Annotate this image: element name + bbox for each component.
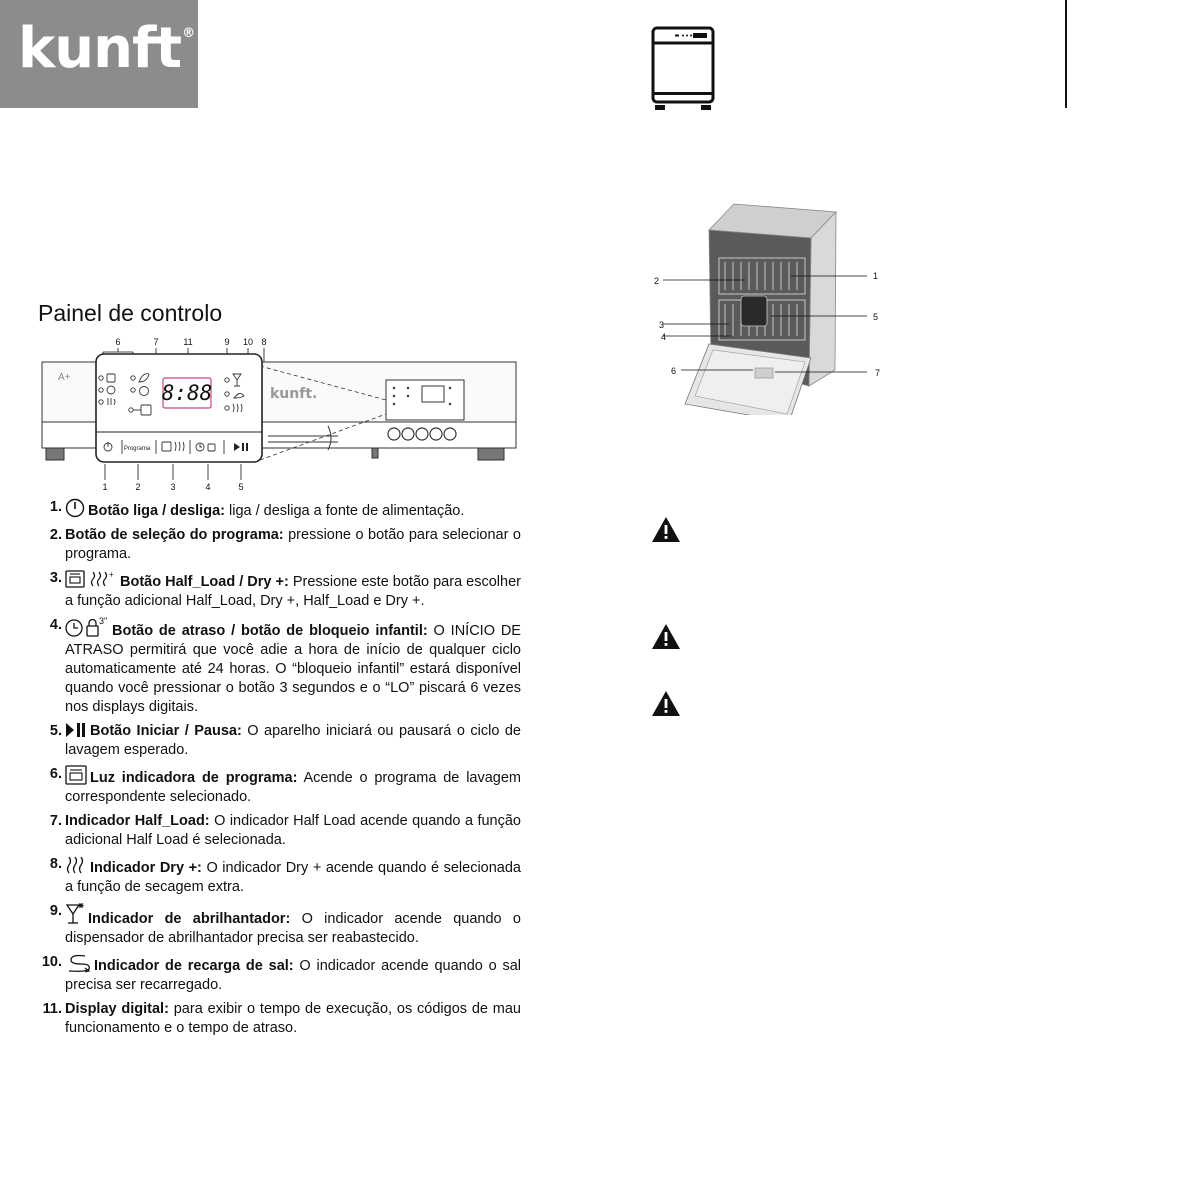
warning-icon [651,690,681,717]
callout-1: 1 [102,482,108,492]
dry-icon [65,855,87,875]
half-load-dry-icon [65,569,117,589]
section-title: Painel de controlo [38,300,223,326]
callout-3: 3 [170,482,176,492]
callout-4: 4 [205,482,211,492]
list-item-5: 5. Botão Iniciar / Pausa: O aparelho iniciará ou pausará o ciclo de lavagem esperado. [49,723,521,758]
list-item-7: 7. Indicador Half_Load: O indicador Half Load acende quando a função adicional Half Load é selecionada. [49,813,521,848]
callout-6: 6 [115,337,121,347]
figure-callout-7: 7 [875,368,881,378]
list-item-8: 8. Indicador Dry +: O indicador Dry + acende quando é selecionada a função de secagem extra. [49,856,521,895]
list-item-11: 11. Display digital: para exibir o tempo de execução, os códigos de mau funcionamento e o tempo de atraso. [42,1001,521,1036]
figure-callout-5: 5 [873,312,879,322]
energy-label-text: A+ [58,372,71,383]
control-panel-diagram [38,336,528,496]
callout-5: 5 [238,482,244,492]
figure-callout-6: 6 [671,366,677,376]
warning-icon [651,516,681,543]
power-icon [65,498,85,518]
brand-logo: kunft® [18,16,195,81]
callout-2: 2 [135,482,141,492]
list-item-6: 6. Luz indicadora de programa: Acende o programa de lavagem correspondente selecionado. [49,766,522,805]
list-item-3: 3. + Botão Half_Load / Dry +: Pressione este botão para escolher a função adicional Half_Load, Dry +, Half_Load e Dry +. [49,570,521,609]
panel-brand-text: kunft. [270,386,318,402]
figure-callout-1: 1 [873,271,879,281]
salt-icon [65,953,91,973]
callout-9: 9 [224,337,230,347]
delay-lock-icon [65,616,109,638]
list-item-2: 2. Botão de seleção do programa: pressione o botão para selecionar o programa. [49,527,521,562]
figure-callout-3: 3 [659,320,665,330]
dishwasher-icon [651,26,715,112]
svg-text:3": 3" [99,616,108,626]
callout-8: 8 [261,337,267,347]
list-item-4: 4. 3" Botão de atraso / botão de bloqueio infantil: O INÍCIO DE ATRASO permitirá que você adie a hora de início de qualquer ciclo automaticamente até 24 horas. O “bloqueio infantil” estará disponível quando você pressionar o botão 3 segundos e o “LO” piscará 6 vezes nos displays digitais. [49,616,521,715]
program-light-icon [65,765,87,785]
callout-10: 10 [242,337,254,347]
figure-callout-4: 4 [661,332,667,342]
list-item-1: 1. Botão liga / desliga: liga / desliga a fonte de alimentação. [49,499,465,519]
brand-logo-box [0,0,198,108]
digital-display-text: 8:88 [161,381,213,405]
list-item-10: 10. Indicador de recarga de sal: O indicador acende quando o sal precisa ser recarregado. [41,954,521,993]
figure-callout-2: 2 [654,276,660,286]
header-divider [1065,0,1067,108]
control-panel-item-list [38,498,521,1043]
callout-7: 7 [153,337,159,347]
list-item-9: 9. Indicador de abrilhantador: O indicador acende quando o dispensador de abrilhantador precisa ser reabastecido. [49,903,521,946]
rinse-aid-icon [65,902,85,926]
dishwasher-parts-figure [645,200,895,415]
play-pause-icon [65,722,87,738]
callout-11: 11 [183,337,193,347]
warning-icon [651,623,681,650]
program-button-label: Programa [123,446,151,452]
svg-text:+: + [109,570,114,579]
